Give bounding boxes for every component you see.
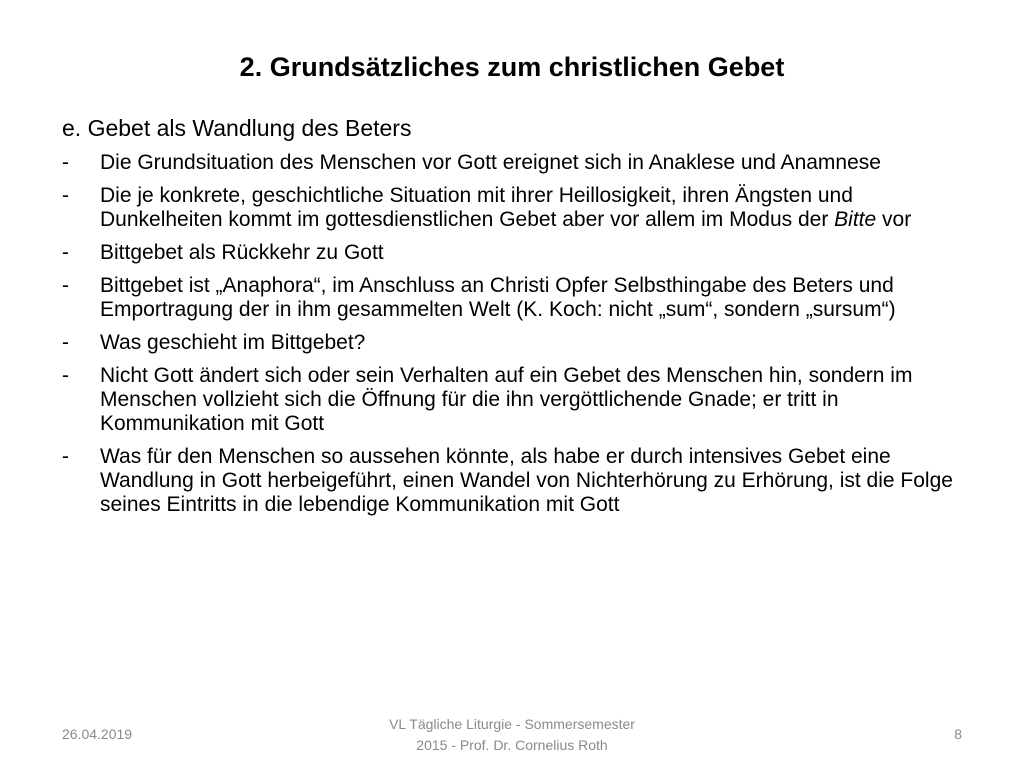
- bullet-item: [62, 184, 962, 232]
- bullet-text: Die Grundsituation des Menschen vor Gott ereignet sich in Anaklese und Anamnese: [100, 151, 881, 174]
- bullet-text: Was für den Menschen so aussehen könnte, als habe er durch intensives Gebet eine Wandlung in Gott herbeigeführt, einen Wandel von Nichterhörung zu Erhörung, ist die Folge seines Eintritts in die lebendige Kommunikation mit Gott: [100, 445, 953, 516]
- bullet-marker: -: [62, 151, 69, 174]
- bullet-text: Was geschieht im Bittgebet?: [100, 331, 366, 354]
- bullet-text: Die je konkrete, geschichtliche Situation mit ihrer Heillosigkeit, ihren Ängsten und Dunkelheiten kommt im gottesdienstlichen Gebet aber vor allem im Modus der: [100, 184, 853, 231]
- bullet-item: [62, 274, 962, 322]
- section-subheading: e. Gebet als Wandlung des Beters: [62, 115, 412, 141]
- slide-title: 2. Grundsätzliches zum christlichen Gebet: [239, 52, 785, 82]
- bullet-italic-text: Bitte: [834, 208, 877, 231]
- bullet-item: [62, 331, 962, 355]
- bullet-item: [62, 445, 962, 517]
- slide-footer: [0, 712, 1024, 762]
- bullet-marker: -: [62, 364, 69, 387]
- page-number: 8: [954, 726, 962, 742]
- bullet-text: Bittgebet ist „Anaphora“, im Anschluss an Christi Opfer Selbsthingabe des Beters und Emportragung der in ihm gesammelten Welt (K. Koch: nicht „sum“, sondern „sursum“): [100, 274, 896, 321]
- bullet-text: Bittgebet als Rückkehr zu Gott: [100, 241, 384, 264]
- footer-course-line-2: 2015 - Prof. Dr. Cornelius Roth: [416, 737, 608, 753]
- bullet-item: [62, 151, 962, 175]
- footer-course-info: [362, 714, 662, 756]
- bullet-marker: -: [62, 445, 69, 468]
- bullet-marker: -: [62, 331, 69, 354]
- slide-content: [62, 113, 962, 526]
- bullet-text-after: vor: [876, 208, 912, 231]
- footer-course-line-1: VL Tägliche Liturgie - Sommersemester: [389, 716, 635, 732]
- bullet-marker: -: [62, 274, 69, 297]
- footer-date: 26.04.2019: [62, 726, 133, 742]
- bullet-marker: -: [62, 241, 69, 264]
- bullet-text: Nicht Gott ändert sich oder sein Verhalten auf ein Gebet des Menschen hin, sondern im Menschen vollzieht sich die Öffnung für die ihn vergöttlichende Gnade; er tritt in Kommunikation mit Gott: [100, 364, 913, 435]
- bullet-item: [62, 241, 962, 265]
- bullet-marker: -: [62, 184, 69, 207]
- bullet-list: [62, 151, 962, 517]
- bullet-item: [62, 364, 962, 436]
